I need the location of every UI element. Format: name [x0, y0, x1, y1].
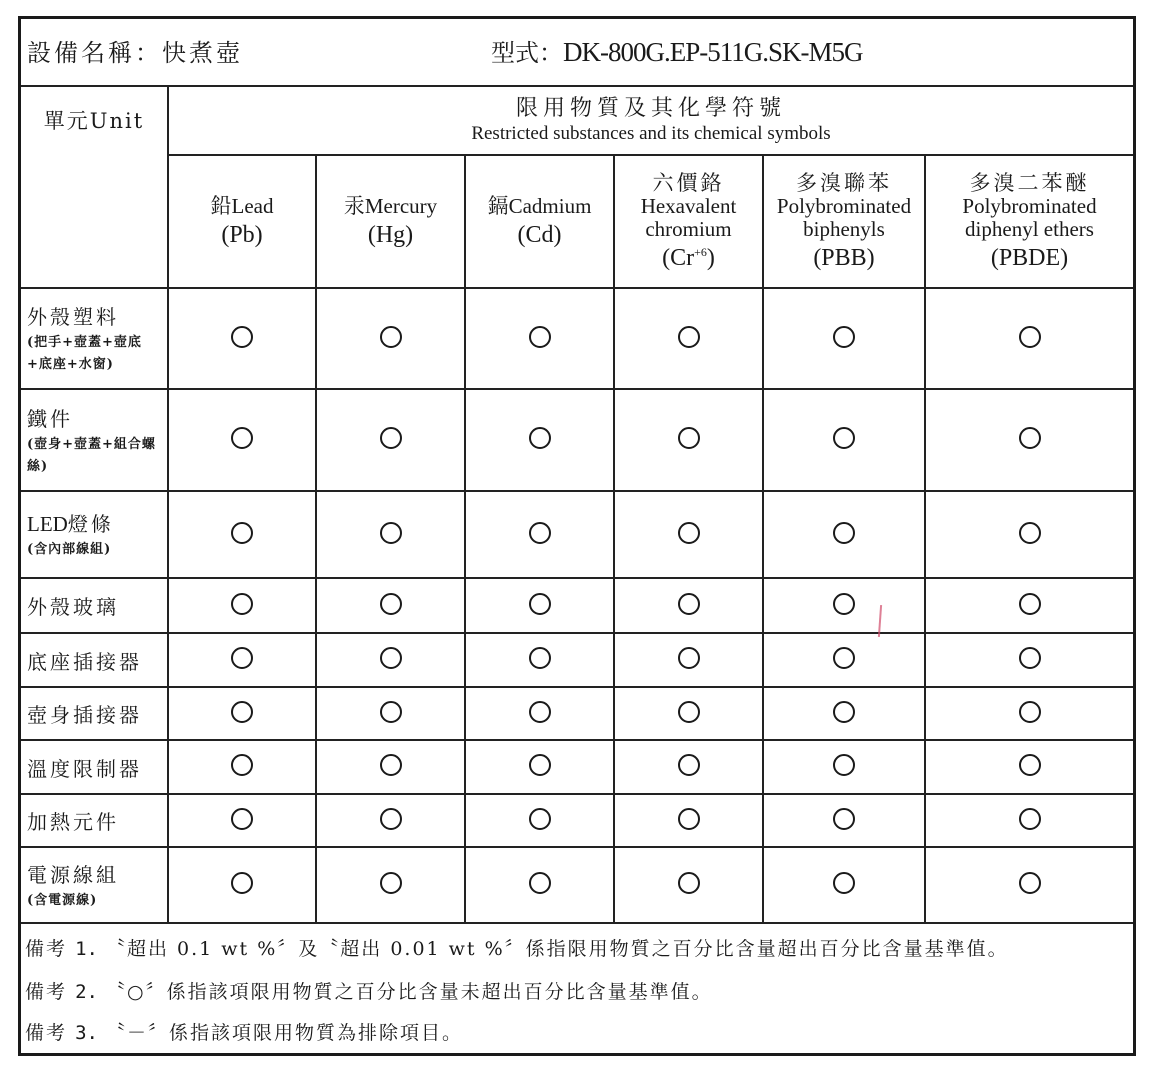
table-row — [21, 794, 1133, 847]
note-number: 3. — [75, 1022, 98, 1044]
compliance-cell — [763, 578, 925, 633]
table-row — [21, 687, 1133, 740]
circle-compliant-icon — [833, 647, 855, 669]
compliance-cell — [316, 578, 465, 633]
circle-compliant-icon — [1019, 872, 1041, 894]
compliance-cell — [614, 491, 763, 578]
table-row — [21, 740, 1133, 794]
substance-name: 汞Mercury — [343, 193, 438, 218]
substance-header-chromium — [614, 155, 763, 288]
component-name — [27, 753, 167, 782]
compliance-cell — [316, 288, 465, 389]
compliance-cell — [168, 740, 316, 794]
substance-name-en: diphenyl ethers — [965, 216, 1094, 241]
component-name-zh: 鐵件 — [27, 406, 73, 431]
compliance-cell — [925, 633, 1133, 687]
substance-name-zh: 多溴二苯醚 — [969, 170, 1090, 195]
compliance-cell — [763, 389, 925, 491]
substance-name: 鎘Cadmium — [487, 193, 592, 218]
circle-compliant-icon — [678, 701, 700, 723]
compliance-cell — [465, 633, 614, 687]
compliance-cell — [614, 389, 763, 491]
notes-section — [21, 922, 1133, 1053]
compliance-cell — [168, 847, 316, 923]
title-row — [21, 19, 1133, 87]
circle-compliant-icon — [529, 593, 551, 615]
circle-compliant-icon — [380, 647, 402, 669]
note-2 — [25, 977, 713, 1004]
substance-header-mercury — [316, 155, 465, 288]
circle-compliant-icon — [678, 593, 700, 615]
compliance-cell — [168, 794, 316, 847]
compliance-cell — [763, 491, 925, 578]
component-label-cell — [21, 491, 168, 578]
compliance-cell — [925, 288, 1133, 389]
rohs-declaration-sheet — [18, 16, 1136, 1056]
compliance-cell — [925, 389, 1133, 491]
compliance-cell — [614, 578, 763, 633]
circle-compliant-icon — [231, 701, 253, 723]
symbol-base: (Cr — [662, 244, 695, 271]
circle-compliant-icon — [380, 326, 402, 348]
substance-header-pbb — [763, 155, 925, 288]
component-name-zh: 壺身插接器 — [27, 703, 142, 727]
component-label-cell — [21, 847, 168, 923]
compliance-cell — [316, 491, 465, 578]
compliance-cell — [465, 578, 614, 633]
component-detail: (把手+壺蓋+壺底+底座+水窗) — [27, 335, 142, 372]
note-number: 2. — [75, 981, 98, 1003]
note-prefix: 備考 — [25, 981, 68, 1003]
circle-compliant-icon — [833, 701, 855, 723]
circle-compliant-icon — [231, 754, 253, 776]
circle-compliant-icon — [529, 754, 551, 776]
compliance-cell — [925, 740, 1133, 794]
circle-compliant-icon — [678, 427, 700, 449]
compliance-cell — [763, 687, 925, 740]
circle-compliant-icon — [833, 872, 855, 894]
component-detail: (含內部線組) — [27, 542, 112, 557]
substance-name-zh: 六價鉻 — [652, 170, 725, 195]
circle-compliant-icon — [380, 701, 402, 723]
circle-compliant-icon — [380, 427, 402, 449]
component-name — [27, 646, 167, 675]
component-label-cell — [21, 633, 168, 687]
component-label-cell — [21, 740, 168, 794]
component-name-zh: 電源線組 — [27, 862, 119, 887]
substance-symbol: (Pb) — [221, 221, 263, 248]
circle-compliant-icon — [231, 427, 253, 449]
circle-compliant-icon — [678, 647, 700, 669]
circle-compliant-icon — [380, 754, 402, 776]
note-text: 〝○〞係指該項限用物質之百分比含量未超出百分比含量基準值。 — [106, 981, 713, 1003]
substance-header-lead — [168, 155, 316, 288]
circle-compliant-icon — [833, 593, 855, 615]
component-name — [27, 403, 167, 432]
compliance-cell — [925, 491, 1133, 578]
component-detail: (含電源線) — [27, 892, 98, 908]
symbol-superscript: +6 — [694, 244, 707, 259]
circle-compliant-icon — [833, 522, 855, 544]
compliance-cell — [614, 288, 763, 389]
circle-compliant-icon — [380, 872, 402, 894]
component-label-cell — [21, 389, 168, 491]
compliance-cell — [465, 740, 614, 794]
substance-symbol — [615, 245, 762, 271]
circle-compliant-icon — [529, 808, 551, 830]
note-text: 〝－〞係指該項限用物質為排除項目。 — [106, 1022, 464, 1044]
component-name — [27, 591, 167, 620]
compliance-cell — [168, 578, 316, 633]
circle-compliant-icon — [1019, 754, 1041, 776]
circle-compliant-icon — [231, 808, 253, 830]
circle-compliant-icon — [833, 326, 855, 348]
circle-compliant-icon — [231, 326, 253, 348]
compliance-cell — [316, 847, 465, 923]
compliance-cell — [763, 288, 925, 389]
compliance-cell — [465, 288, 614, 389]
component-detail: (壺身+壺蓋+組合螺絲) — [27, 436, 156, 474]
substance-name-zh: 多溴聯苯 — [796, 170, 892, 195]
table-row — [21, 847, 1133, 923]
component-name — [27, 806, 167, 835]
compliance-cell — [763, 633, 925, 687]
compliance-cell — [316, 740, 465, 794]
compliance-cell — [465, 491, 614, 578]
table-row — [21, 288, 1133, 389]
compliance-cell — [925, 794, 1133, 847]
component-name-zh: 底座插接器 — [27, 649, 142, 674]
compliance-cell — [168, 687, 316, 740]
substance-header-pbde — [925, 155, 1133, 288]
circle-compliant-icon — [1019, 647, 1041, 669]
component-name — [27, 508, 167, 537]
compliance-cell — [168, 389, 316, 491]
symbol-end: ) — [706, 244, 715, 271]
circle-compliant-icon — [231, 593, 253, 615]
note-text: 〝超出 0.1 wt %〞及〝超出 0.01 wt %〞係指限用物質之百分比含量超出百分比含量基準值。 — [106, 938, 1009, 960]
device-name: 設備名稱：快煮壺 — [27, 39, 243, 67]
compliance-cell — [168, 491, 316, 578]
substance-table — [21, 85, 1133, 924]
circle-compliant-icon — [529, 701, 551, 723]
compliance-cell — [465, 794, 614, 847]
component-name-zh: 燈條 — [67, 512, 114, 536]
circle-compliant-icon — [678, 754, 700, 776]
circle-compliant-icon — [231, 647, 253, 669]
note-3 — [25, 1018, 463, 1045]
substance-name-en: Hexavalent — [640, 193, 737, 218]
circle-compliant-icon — [529, 522, 551, 544]
compliance-cell — [465, 847, 614, 923]
circle-compliant-icon — [380, 522, 402, 544]
component-name-en: LED — [27, 512, 68, 536]
component-label-cell — [21, 578, 168, 633]
circle-compliant-icon — [833, 754, 855, 776]
circle-compliant-icon — [231, 872, 253, 894]
circle-compliant-icon — [833, 427, 855, 449]
circle-compliant-icon — [380, 808, 402, 830]
circle-compliant-icon — [1019, 701, 1041, 723]
model-value: DK-800G.EP-511G.SK-M5G — [563, 37, 863, 67]
compliance-cell — [925, 847, 1133, 923]
component-name-zh: 外殼塑料 — [27, 305, 119, 329]
note-1 — [25, 934, 1009, 961]
circle-compliant-icon — [529, 872, 551, 894]
compliance-cell — [925, 578, 1133, 633]
unit-header: 單元Unit — [43, 109, 145, 133]
circle-compliant-icon — [1019, 427, 1041, 449]
table-row — [21, 633, 1133, 687]
compliance-cell — [316, 794, 465, 847]
substance-symbol: (PBB) — [813, 244, 875, 271]
circle-compliant-icon — [1019, 326, 1041, 348]
compliance-cell — [763, 740, 925, 794]
circle-compliant-icon — [529, 647, 551, 669]
compliance-cell — [614, 740, 763, 794]
component-label-cell — [21, 288, 168, 389]
circle-compliant-icon — [678, 326, 700, 348]
substance-name-en: Polybrominated — [776, 193, 912, 218]
table-row — [21, 389, 1133, 491]
substance-name: 鉛Lead — [210, 193, 274, 218]
compliance-cell — [316, 687, 465, 740]
compliance-cell — [763, 794, 925, 847]
component-name — [27, 859, 167, 888]
compliance-cell — [465, 687, 614, 740]
note-number: 1. — [75, 938, 98, 960]
compliance-cell — [763, 847, 925, 923]
circle-compliant-icon — [1019, 808, 1041, 830]
compliance-cell — [316, 389, 465, 491]
note-prefix: 備考 — [25, 938, 68, 960]
component-name — [27, 301, 167, 330]
compliance-cell — [614, 794, 763, 847]
substance-name-en: chromium — [645, 216, 732, 241]
model-label: 型式： — [491, 39, 563, 67]
compliance-cell — [614, 687, 763, 740]
unit-header-cell — [21, 85, 168, 288]
circle-compliant-icon — [833, 808, 855, 830]
circle-compliant-icon — [529, 427, 551, 449]
compliance-cell — [614, 633, 763, 687]
compliance-cell — [925, 687, 1133, 740]
component-name-zh: 溫度限制器 — [27, 756, 142, 781]
restricted-header-cell — [168, 85, 1133, 155]
component-name-zh: 加熱元件 — [27, 810, 119, 834]
compliance-cell — [316, 633, 465, 687]
substance-symbol: (PBDE) — [990, 244, 1069, 271]
compliance-cell — [614, 847, 763, 923]
circle-compliant-icon — [1019, 522, 1041, 544]
component-name — [27, 699, 167, 728]
substance-header-cadmium — [465, 155, 614, 288]
substance-name-en: Polybrominated — [962, 193, 1097, 218]
circle-compliant-icon — [678, 872, 700, 894]
circle-compliant-icon — [1019, 593, 1041, 615]
component-label-cell — [21, 794, 168, 847]
restricted-title-en: Restricted substances and its chemical symbols — [471, 122, 831, 144]
circle-compliant-icon — [380, 593, 402, 615]
compliance-cell — [168, 633, 316, 687]
substance-name-en: biphenyls — [803, 216, 885, 241]
compliance-cell — [168, 288, 316, 389]
substance-symbol: (Hg) — [367, 221, 414, 248]
model-info — [491, 33, 863, 68]
circle-compliant-icon — [231, 522, 253, 544]
restricted-title-zh: 限用物質及其化學符號 — [515, 95, 786, 121]
circle-compliant-icon — [678, 522, 700, 544]
component-label-cell — [21, 687, 168, 740]
component-name-zh: 外殼玻璃 — [27, 595, 119, 619]
substance-symbol: (Cd) — [517, 221, 562, 248]
compliance-cell — [465, 389, 614, 491]
table-row — [21, 578, 1133, 633]
circle-compliant-icon — [678, 808, 700, 830]
note-prefix: 備考 — [25, 1022, 68, 1044]
circle-compliant-icon — [529, 326, 551, 348]
table-row — [21, 491, 1133, 578]
